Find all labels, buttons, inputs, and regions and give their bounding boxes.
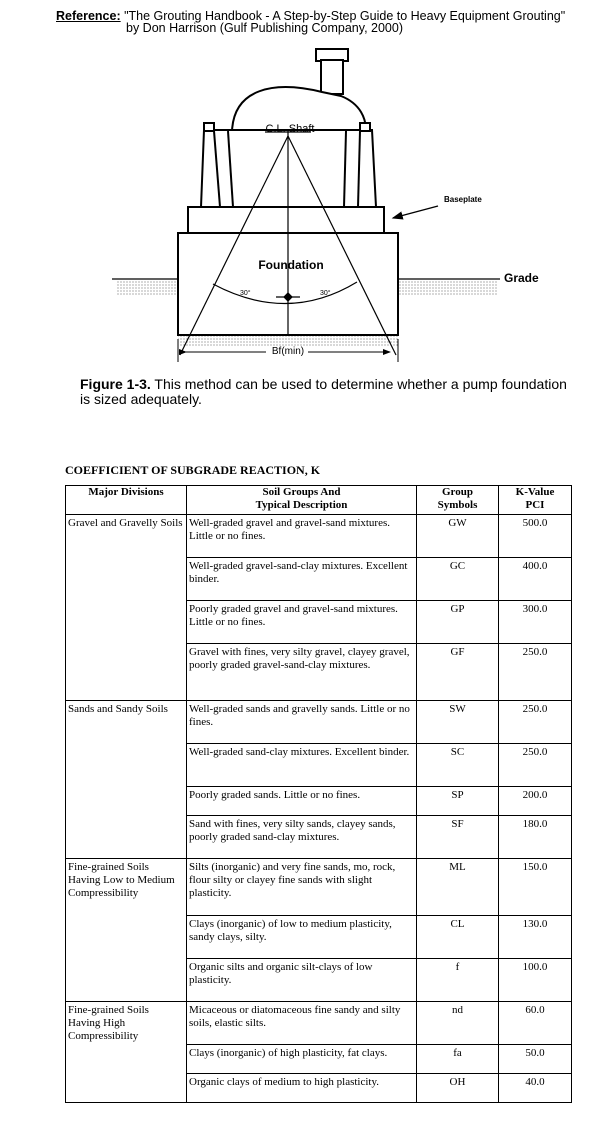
k-value-cell: 40.0	[499, 1074, 572, 1103]
description-cell: Poorly graded gravel and gravel-sand mixtures. Little or no fines.	[187, 601, 417, 644]
group-symbol-cell: SP	[417, 787, 499, 816]
table-header-row	[66, 486, 572, 515]
major-division-cell: Fine-grained Soils Having Low to Medium Compressibility	[66, 859, 187, 1002]
angle-left-label: 30°	[240, 290, 251, 297]
description-cell: Clays (inorganic) of high plasticity, fat clays.	[187, 1045, 417, 1074]
group-symbol-cell: GF	[417, 644, 499, 701]
figure-caption	[80, 377, 580, 407]
k-value-cell: 60.0	[499, 1002, 572, 1045]
group-symbol-cell: OH	[417, 1074, 499, 1103]
width-label: Bf(min)	[271, 346, 305, 357]
header-k-value: K-Value PCI	[499, 486, 572, 515]
description-cell: Organic clays of medium to high plasticity.	[187, 1074, 417, 1103]
group-symbol-cell: ML	[417, 859, 499, 916]
major-division-cell: Sands and Sandy Soils	[66, 701, 187, 859]
header-soil-groups: Soil Groups And Typical Description	[187, 486, 417, 515]
k-value-cell: 500.0	[499, 515, 572, 558]
group-symbol-cell: nd	[417, 1002, 499, 1045]
caption-text: This method can be used to determine whether a pump foundation is sized adequately.	[80, 376, 567, 407]
k-value-cell: 200.0	[499, 787, 572, 816]
description-cell: Well-graded gravel-sand-clay mixtures. Excellent binder.	[187, 558, 417, 601]
description-cell: Sand with fines, very silty sands, clayey sands, poorly graded sand-clay mixtures.	[187, 816, 417, 859]
k-value-cell: 150.0	[499, 859, 572, 916]
description-cell: Organic silts and organic silt-clays of low plasticity.	[187, 959, 417, 1002]
table-row	[66, 515, 572, 558]
k-value-cell: 400.0	[499, 558, 572, 601]
description-cell: Micaceous or diatomaceous fine sandy and silty soils, elastic silts.	[187, 1002, 417, 1045]
reference-title: "The Grouting Handbook - A Step-by-Step Guide to Heavy Equipment Grouting"	[120, 9, 566, 23]
k-value-cell: 50.0	[499, 1045, 572, 1074]
k-value-cell: 100.0	[499, 959, 572, 1002]
header-group-symbols: Group Symbols	[417, 486, 499, 515]
group-symbol-cell: CL	[417, 916, 499, 959]
shaft-label: C.L. Shaft	[265, 123, 315, 135]
group-symbol-cell: SF	[417, 816, 499, 859]
group-symbol-cell: SC	[417, 744, 499, 787]
pump-foundation-diagram	[108, 44, 539, 374]
description-cell: Silts (inorganic) and very fine sands, mo, rock, flour silty or clayey fine sands with slight plasticity.	[187, 859, 417, 916]
table-row	[66, 1002, 572, 1045]
group-symbol-cell: GW	[417, 515, 499, 558]
major-division-cell: Fine-grained Soils Having High Compressibility	[66, 1002, 187, 1103]
foundation-label: Foundation	[258, 258, 324, 272]
group-symbol-cell: SW	[417, 701, 499, 744]
description-cell: Clays (inorganic) of low to medium plasticity, sandy clays, silty.	[187, 916, 417, 959]
group-symbol-cell: GP	[417, 601, 499, 644]
table-row	[66, 859, 572, 916]
baseplate-label: Baseplate	[444, 195, 482, 204]
group-symbol-cell: GC	[417, 558, 499, 601]
group-symbol-cell: fa	[417, 1045, 499, 1074]
description-cell: Gravel with fines, very silty gravel, clayey gravel, poorly graded gravel-sand-clay mixtures.	[187, 644, 417, 701]
caption-label: Figure 1-3.	[80, 376, 151, 392]
k-value-cell: 180.0	[499, 816, 572, 859]
soil-table	[65, 485, 572, 1103]
table-row	[66, 701, 572, 744]
angle-right-label: 30°	[320, 290, 331, 297]
table-title: COEFFICIENT OF SUBGRADE REACTION, K	[65, 463, 321, 477]
description-cell: Well-graded gravel and gravel-sand mixtures. Little or no fines.	[187, 515, 417, 558]
k-value-cell: 250.0	[499, 744, 572, 787]
k-value-cell: 130.0	[499, 916, 572, 959]
table-body	[66, 515, 572, 1103]
header-major: Major Divisions	[66, 486, 187, 515]
baseplate	[188, 207, 384, 233]
reference-label: Reference:	[56, 9, 121, 23]
k-value-cell: 250.0	[499, 701, 572, 744]
k-value-cell: 300.0	[499, 601, 572, 644]
major-division-cell: Gravel and Gravelly Soils	[66, 515, 187, 701]
k-value-cell: 250.0	[499, 644, 572, 701]
baseplate-arrow	[393, 206, 438, 218]
reference-line-2: by Don Harrison (Gulf Publishing Company, 2000)	[126, 21, 403, 35]
group-symbol-cell: f	[417, 959, 499, 1002]
description-cell: Well-graded sands and gravelly sands. Little or no fines.	[187, 701, 417, 744]
grade-label: Grade	[504, 271, 539, 285]
description-cell: Well-graded sand-clay mixtures. Excellent binder.	[187, 744, 417, 787]
description-cell: Poorly graded sands. Little or no fines.	[187, 787, 417, 816]
